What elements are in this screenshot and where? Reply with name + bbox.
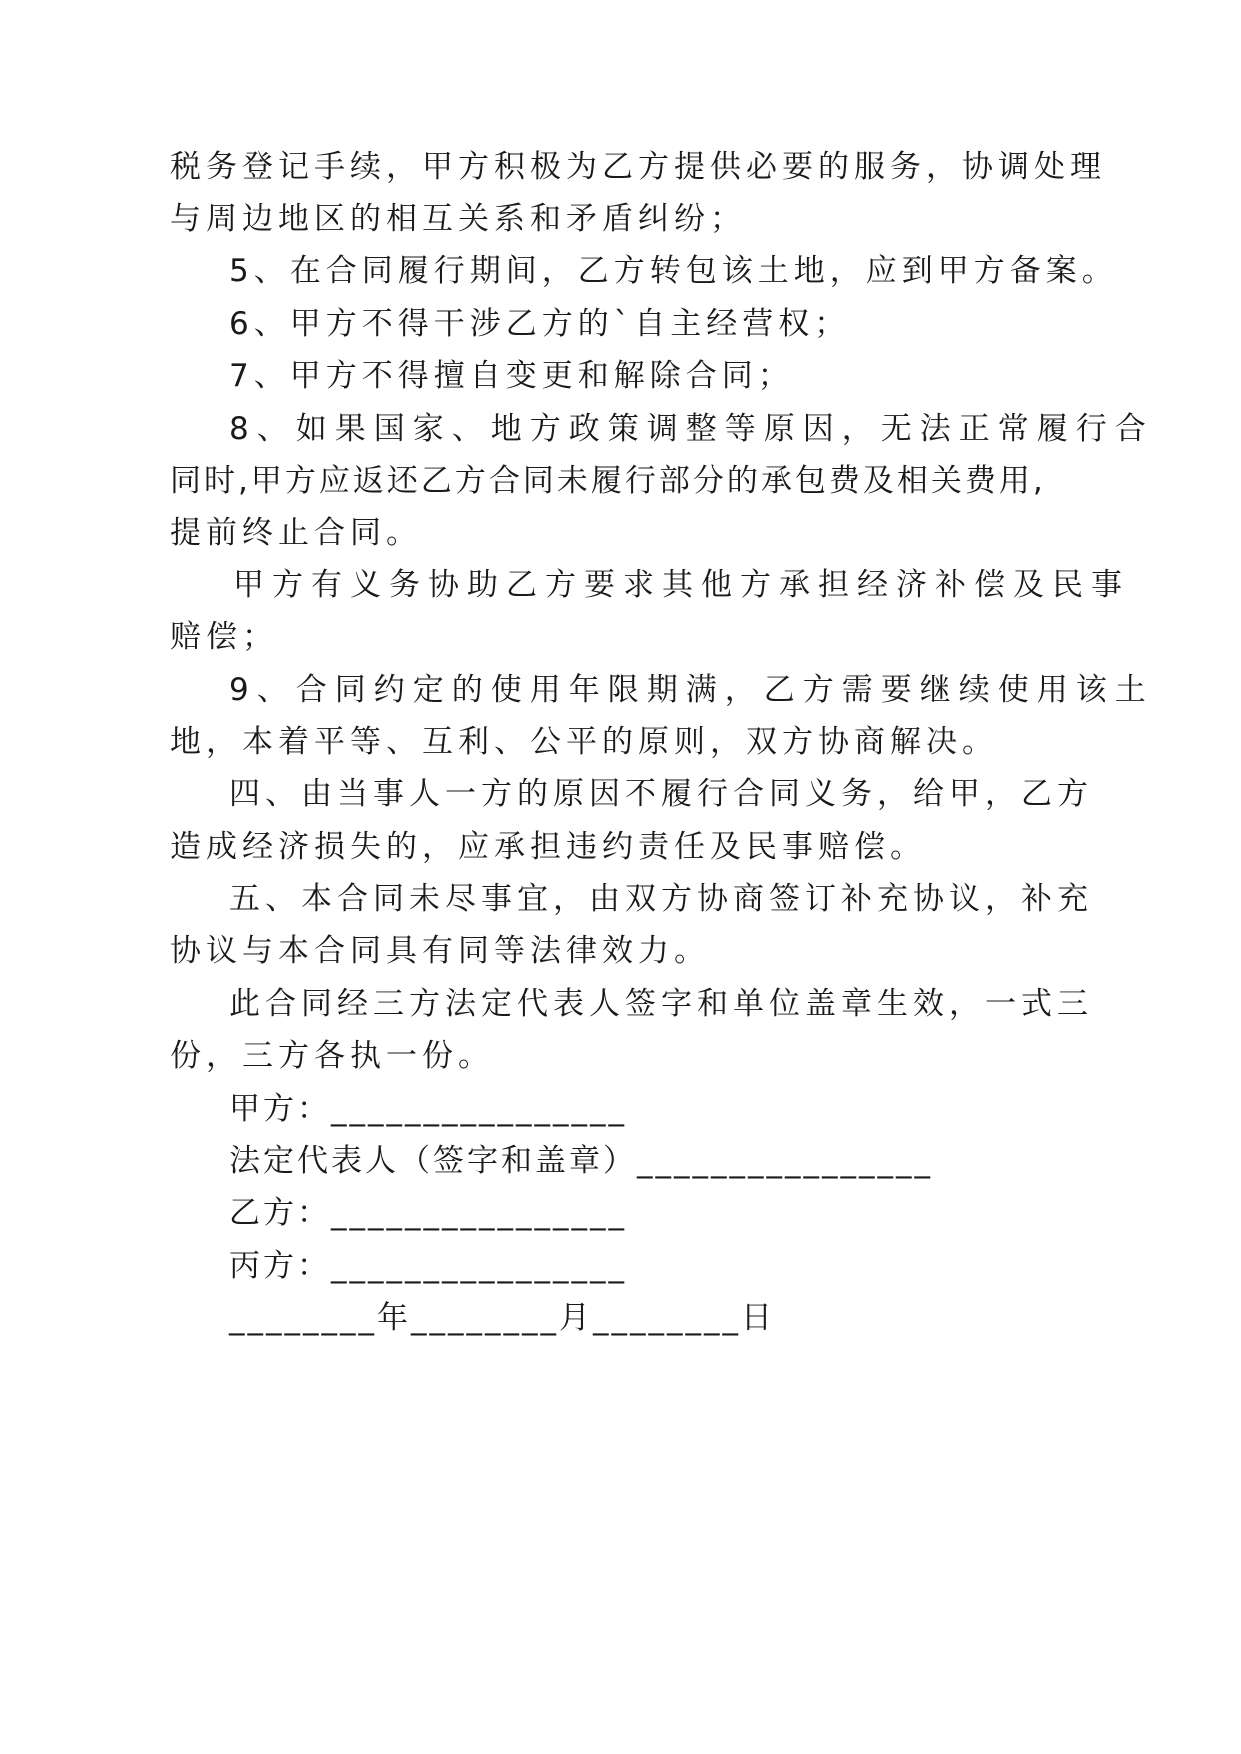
text-line-16: 协议与本合同具有同等法律效力。 [170, 933, 710, 969]
signature-legal-representative: 法定代表人（签字和盖章）________________ [229, 1143, 933, 1179]
text-line-2: 与周边地区的相互关系和矛盾纠纷； [170, 201, 746, 237]
text-line-4: 6、甲方不得干涉乙方的`自主经营权； [229, 306, 851, 342]
signature-party-b: 乙方：________________ [229, 1195, 627, 1231]
text-line-14: 造成经济损失的，应承担违约责任及民事赔偿。 [170, 829, 926, 865]
text-line-18: 份，三方各执一份。 [170, 1038, 494, 1074]
text-line-10: 赔偿； [170, 619, 278, 655]
signature-party-c: 丙方：________________ [229, 1248, 627, 1284]
text-line-8: 提前终止合同。 [170, 515, 422, 551]
text-line-13: 四、由当事人一方的原因不履行合同义务，给甲，乙方 [229, 776, 1093, 812]
text-line-3: 5、在合同履行期间，乙方转包该土地，应到甲方备案。 [229, 253, 1118, 289]
text-line-9: 甲方有义务协助乙方要求其他方承担经济补偿及民事 [233, 567, 1130, 603]
signature-date: ________年________月________日 [229, 1300, 775, 1336]
text-line-1: 税务登记手续，甲方积极为乙方提供必要的服务，协调处理 [170, 149, 1106, 185]
text-line-15: 五、本合同未尽事宜，由双方协商签订补充协议，补充 [229, 881, 1093, 917]
text-line-6: 8、如果国家、地方政策调整等原因，无法正常履行合 [229, 411, 1154, 447]
text-line-17: 此合同经三方法定代表人签字和单位盖章生效，一式三 [229, 986, 1093, 1022]
text-line-5: 7、甲方不得擅自变更和解除合同； [229, 358, 794, 394]
text-line-11: 9、合同约定的使用年限期满，乙方需要继续使用该土 [229, 672, 1154, 708]
text-line-7: 同时,甲方应返还乙方合同未履行部分的承包费及相关费用, [170, 463, 1046, 499]
signature-party-a: 甲方：________________ [229, 1091, 627, 1127]
text-line-12: 地，本着平等、互利、公平的原则，双方协商解决。 [170, 724, 998, 760]
